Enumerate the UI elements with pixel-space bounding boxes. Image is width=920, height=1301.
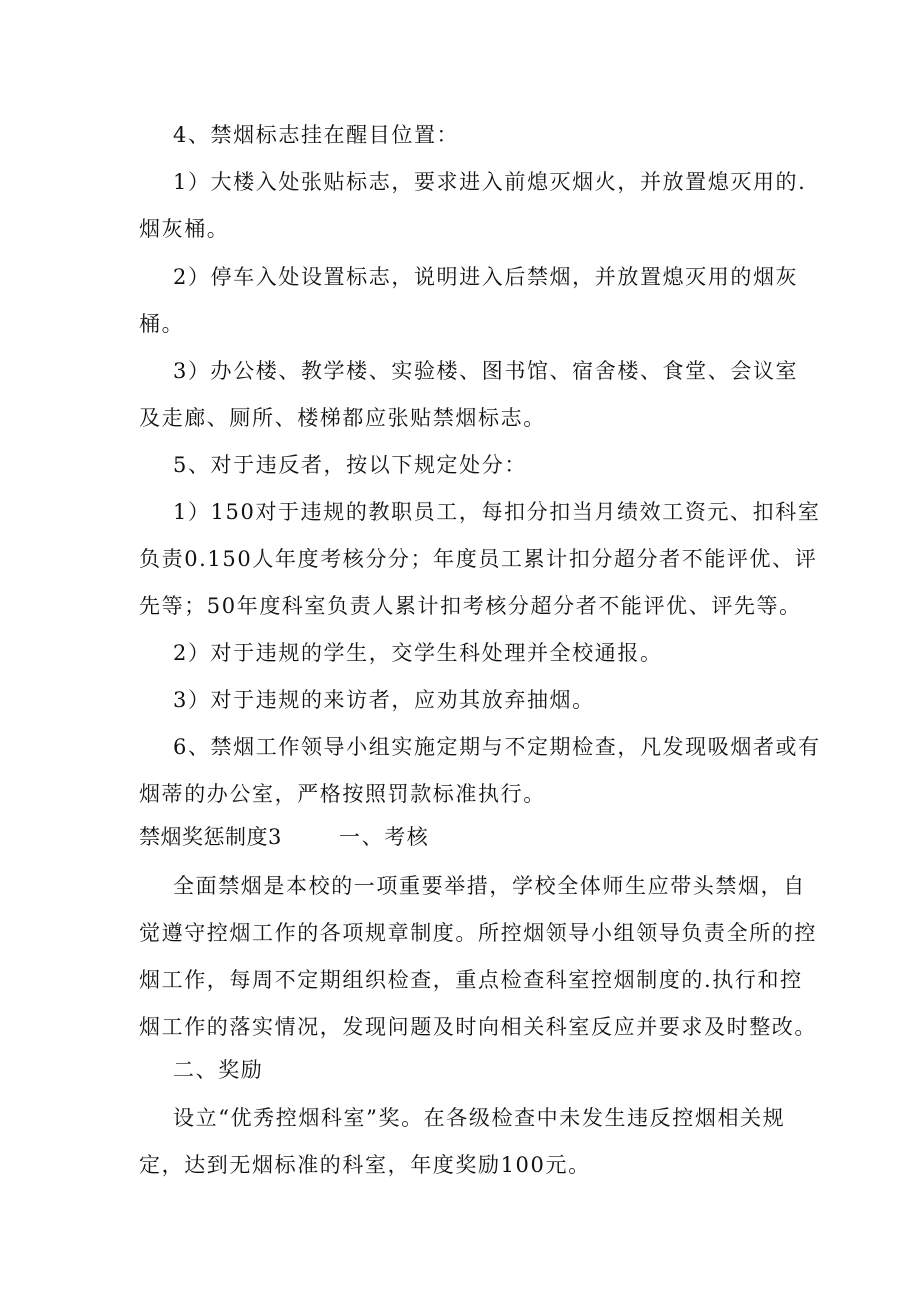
- item-5-1-line-2: 负责0.150人年度考核分分；年度员工累计扣分超分者不能评优、评: [139, 547, 818, 571]
- item-4-2-line-2: 桶。: [139, 312, 185, 336]
- section-6-line-1: 6、禁烟工作领导小组实施定期与不定期检查，凡发现吸烟者或有: [173, 735, 821, 759]
- item-4-1-line-1: 1）大楼入处张贴标志，要求进入前熄灭烟火，并放置熄灭用的.: [173, 170, 807, 194]
- item-5-3: 3）对于违规的来访者，应劝其放弃抽烟。: [173, 688, 595, 712]
- assessment-para-line-3: 烟工作，每周不定期组织检查，重点检查科室控烟制度的.执行和控: [139, 968, 803, 992]
- item-4-1-line-2: 烟灰桶。: [139, 217, 230, 241]
- assessment-para-line-4: 烟工作的落实情况，发现问题及时向相关科室反应并要求及时整改。: [139, 1015, 817, 1039]
- assessment-para-line-1: 全面禁烟是本校的一项重要举措，学校全体师生应带头禁烟，自: [173, 874, 806, 898]
- item-5-1-line-3: 先等；50年度科室负责人累计扣考核分超分者不能评优、评先等。: [139, 594, 802, 618]
- document-title: 禁烟奖惩制度3: [139, 825, 282, 849]
- item-5-2: 2）对于违规的学生，交学生科处理并全校通报。: [173, 641, 663, 665]
- assessment-para-line-2: 觉遵守控烟工作的各项规章制度。所控烟领导小组领导负责全所的控: [139, 921, 817, 945]
- item-5-1-line-1: 1）150对于违规的教职员工，每扣分扣当月绩效工资元、扣科室: [173, 500, 821, 524]
- section-reward-heading: 二、奖励: [173, 1058, 264, 1082]
- section-6-line-2: 烟蒂的办公室，严格按照罚款标准执行。: [139, 782, 546, 806]
- section-assessment-heading: 一、考核: [339, 825, 430, 849]
- item-4-3-line-1: 3）办公楼、教学楼、实验楼、图书馆、宿舍楼、食堂、会议室: [173, 359, 799, 383]
- section-4-heading: 4、禁烟标志挂在醒目位置：: [173, 123, 460, 147]
- reward-para-line-1: 设立“优秀控烟科室”奖。在各级检查中未发生违反控烟相关规: [173, 1106, 786, 1130]
- section-5-heading: 5、对于违反者，按以下规定处分：: [173, 453, 527, 477]
- item-4-2-line-1: 2）停车入处设置标志，说明进入后禁烟，并放置熄灭用的烟灰: [173, 265, 799, 289]
- reward-para-line-2: 定，达到无烟标准的科室，年度奖励100元。: [139, 1153, 591, 1177]
- item-4-3-line-2: 及走廊、厕所、楼梯都应张贴禁烟标志。: [139, 406, 546, 430]
